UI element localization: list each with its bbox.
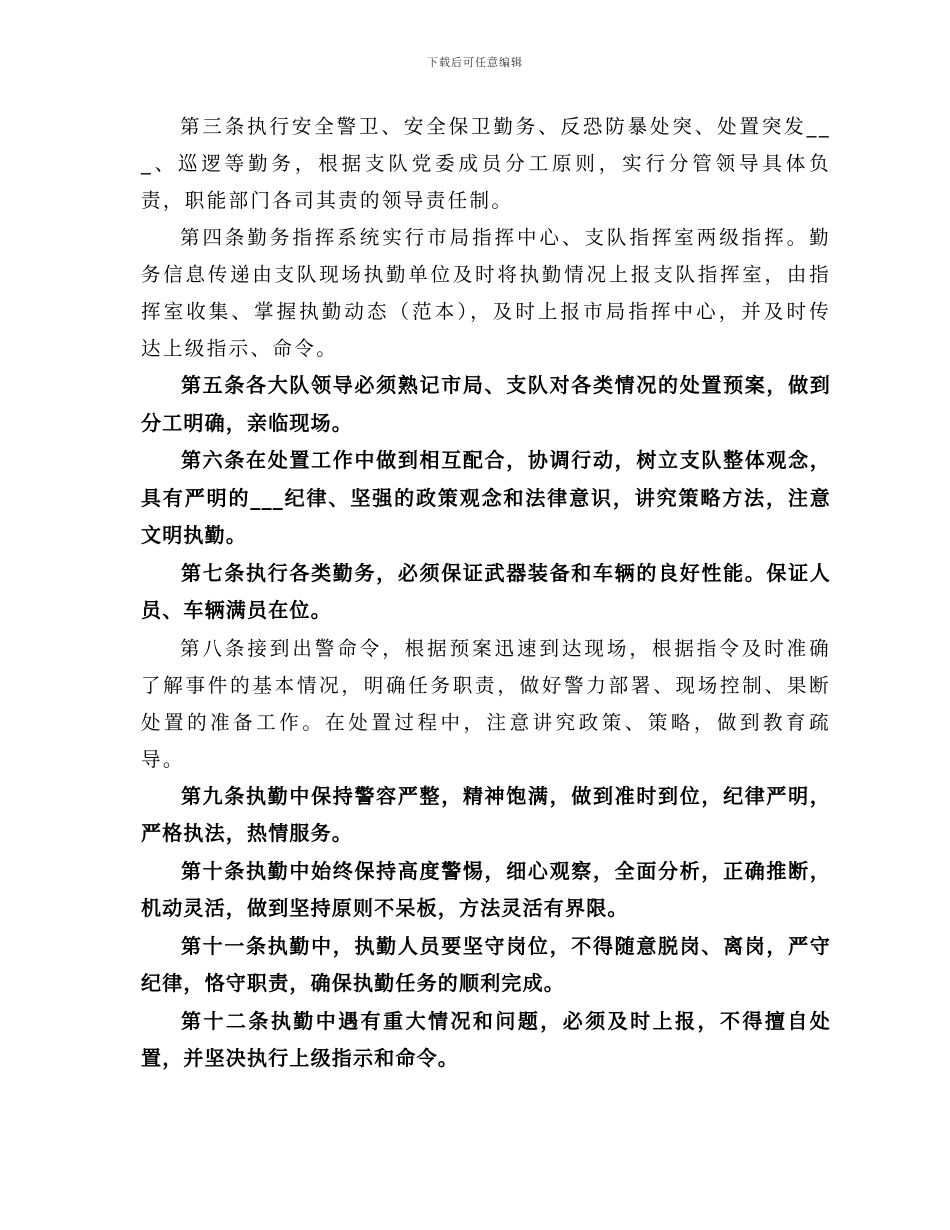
- article-5-paragraph: 第五条各大队领导必须熟记市局、支队对各类情况的处置预案，做到分工明确，亲临现场。: [141, 373, 831, 435]
- article-9-paragraph: 第九条执勤中保持警容严整，精神饱满，做到准时到位，纪律严明，严格执法，热情服务。: [141, 783, 831, 845]
- article-6-paragraph: 第六条在处置工作中做到相互配合，协调行动，树立支队整体观念，具有严明的___纪律、坚强的政策观念和法律意识，讲究策略方法，注意文明执勤。: [141, 448, 831, 547]
- article-12-paragraph: 第十二条执勤中遇有重大情况和问题，必须及时上报，不得擅自处置，并坚决执行上级指示和命令。: [141, 1008, 831, 1070]
- article-4-paragraph: 第四条勤务指挥系统实行市局指挥中心、支队指挥室两级指挥。勤务信息传递由支队现场执勤单位及时将执勤情况上报支队指挥室，由指挥室收集、掌握执勤动态（范本），及时上报市局指挥中心，并及时传达上级指示、命令。: [141, 226, 831, 360]
- page-header: 下载后可任意编辑: [427, 56, 523, 69]
- document-body: [141, 108, 831, 1078]
- article-7-paragraph: 第七条执行各类勤务，必须保证武器装备和车辆的良好性能。保证人员、车辆满员在位。: [141, 560, 831, 622]
- article-3-paragraph: 第三条执行安全警卫、安全保卫勤务、反恐防暴处突、处置突发___、巡逻等勤务，根据支队党委成员分工原则，实行分管领导具体负责，职能部门各司其责的领导责任制。: [141, 115, 831, 212]
- article-11-paragraph: 第十一条执勤中，执勤人员要坚守岗位，不得随意脱岗、离岗，严守纪律，恪守职责，确保执勤任务的顺利完成。: [141, 933, 831, 995]
- article-8-paragraph: 第八条接到出警命令，根据预案迅速到达现场，根据指令及时准确了解事件的基本情况，明确任务职责，做好警力部署、现场控制、果断处置的准备工作。在处置过程中，注意讲究政策、策略，做到教育疏导。: [141, 636, 831, 771]
- article-10-paragraph: 第十条执勤中始终保持高度警惕，细心观察，全面分析，正确推断，机动灵活，做到坚持原则不呆板，方法灵活有界限。: [141, 858, 831, 920]
